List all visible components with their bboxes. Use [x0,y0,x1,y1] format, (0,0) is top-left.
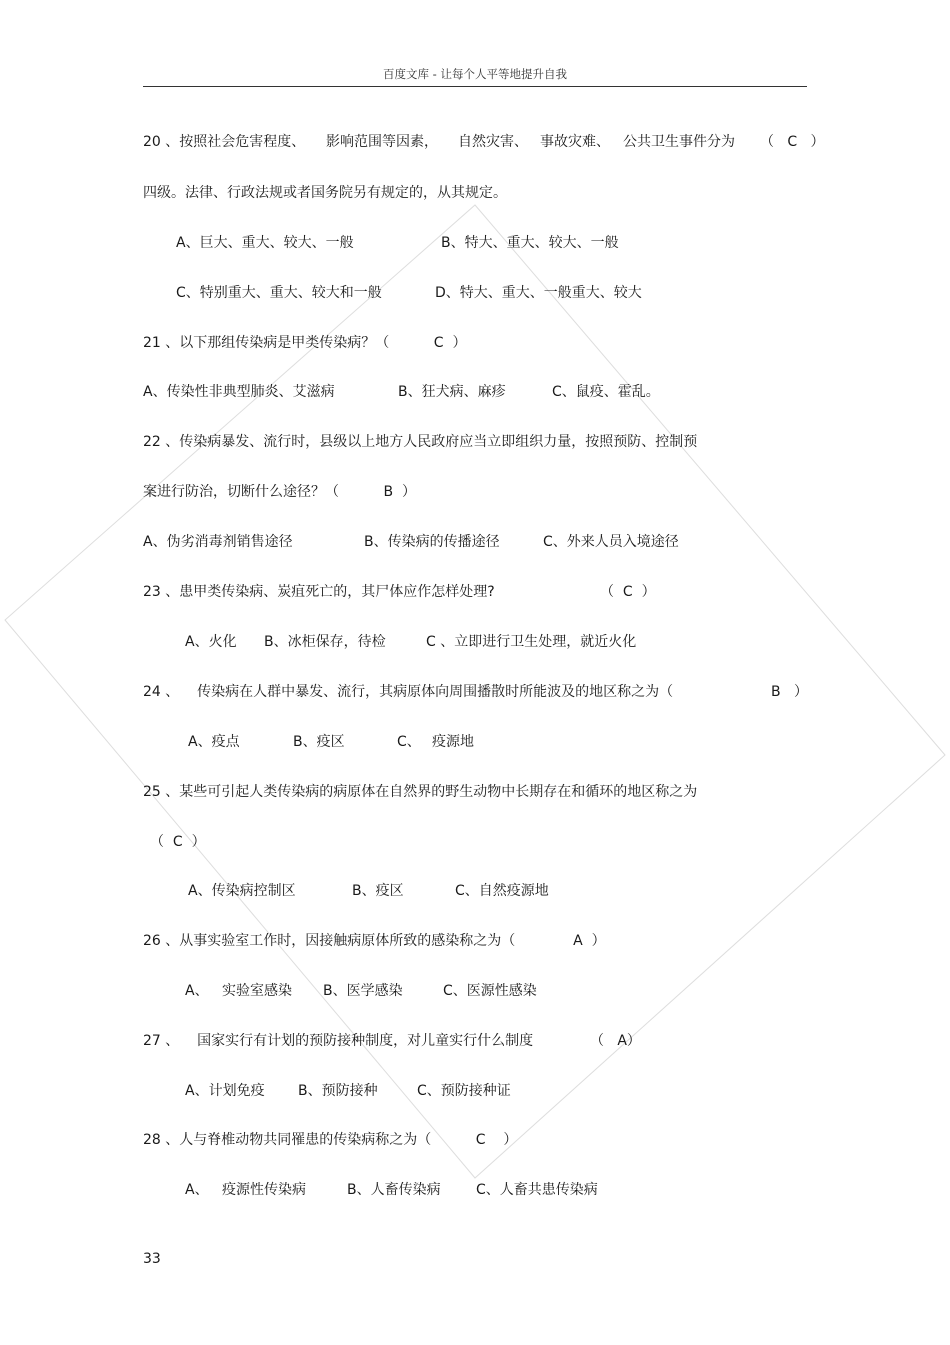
question-26-option-a: A、 [185,983,209,999]
question-20-answer: （ C ） [760,134,825,150]
question-20-number: 20 、按照社会危害程度、 [143,134,306,150]
question-24-option-b: B、疫区 [293,734,345,750]
question-27-option-b: B、预防接种 [298,1083,378,1099]
question-24-option-a: A、疫点 [188,734,240,750]
question-28-option-c: C、人畜共患传染病 [476,1182,598,1198]
question-27-option-a: A、计划免疫 [185,1083,265,1099]
question-23-option-a: A、火化 [185,634,237,650]
question-23-option-c: C 、立即进行卫生处理，就近火化 [426,634,637,650]
question-27-stem: 27 、 国家实行有计划的预防接种制度，对儿童实行什么制度 [143,1033,534,1049]
question-26-option-c: C、医源性感染 [443,983,537,999]
question-20-option-b: B、特大、重大、较大、一般 [441,235,619,251]
question-25-option-c: C、自然疫源地 [455,883,549,899]
question-22-stem-line1: 22 、传染病暴发、流行时，县级以上地方人民政府应当立即组织力量，按照预防、控制预 [143,434,698,450]
question-21-option-a: A、传染性非典型肺炎、艾滋病 [143,384,335,400]
question-20-option-d: D、特大、重大、一般重大、较大 [435,285,642,301]
question-26-option-b: B、医学感染 [323,983,403,999]
question-20-option-c: C、特别重大、重大、较大和一般 [176,285,382,301]
question-24-stem: 24 、 传染病在人群中暴发、流行，其病原体向周围播散时所能波及的地区称之为（ [143,684,674,700]
question-21-option-b: B、狂犬病、麻疹 [398,384,506,400]
question-26-option-a-text: 实验室感染 [222,983,292,999]
question-23-stem: 23 、患甲类传染病、炭疽死亡的，其尸体应作怎样处理? [143,584,495,600]
question-20-text: 自然灾害、 [458,134,528,150]
question-28-option-a: A、 [185,1182,209,1198]
page-number: 33 [143,1251,161,1267]
question-23-answer: （ C ） [600,584,656,600]
question-24-answer: B ） [771,684,808,700]
question-25-option-b: B、疫区 [352,883,404,899]
question-25-option-a: A、传染病控制区 [188,883,296,899]
question-21-option-c: C、鼠疫、霍乱。 [552,384,660,400]
question-24-option-c: C、 [397,734,421,750]
question-27-answer: （ A） [590,1033,641,1049]
question-22-option-c: C、外来人员入境途径 [543,534,679,550]
question-21-stem: 21 、以下那组传染病是甲类传染病？（ C ） [143,335,467,351]
question-20-text: 公共卫生事件分为 [623,134,735,150]
page-header: 百度文库 - 让每个人平等地提升自我 [383,67,567,81]
question-20-text: 事故灾难、 [540,134,610,150]
question-22-stem-line2: 案进行防治，切断什么途径？（ B ） [143,484,417,500]
question-24-option-c-text: 疫源地 [432,734,474,750]
question-22-option-a: A、伪劣消毒剂销售途径 [143,534,293,550]
question-28-option-a-text: 疫源性传染病 [222,1182,306,1198]
header-divider [143,86,807,87]
question-28-stem: 28 、人与脊椎动物共同罹患的传染病称之为（ C ） [143,1132,518,1148]
question-20-stem-line2: 四级。法律、行政法规或者国务院另有规定的，从其规定。 [143,185,507,201]
question-20-option-a: A、巨大、重大、较大、一般 [176,235,354,251]
question-28-option-b: B、人畜传染病 [347,1182,441,1198]
question-26-stem: 26 、从事实验室工作时，因接触病原体所致的感染称之为（ A ） [143,933,606,949]
question-27-option-c: C、预防接种证 [417,1083,511,1099]
question-25-stem-line1: 25 、某些可引起人类传染病的病原体在自然界的野生动物中长期存在和循环的地区称之为 [143,784,698,800]
question-22-option-b: B、传染病的传播途径 [364,534,500,550]
question-20-text: 影响范围等因素， [326,134,438,150]
question-25-stem-line2: （ C ） [150,834,206,850]
question-23-option-b: B、冰柜保存，待检 [264,634,386,650]
